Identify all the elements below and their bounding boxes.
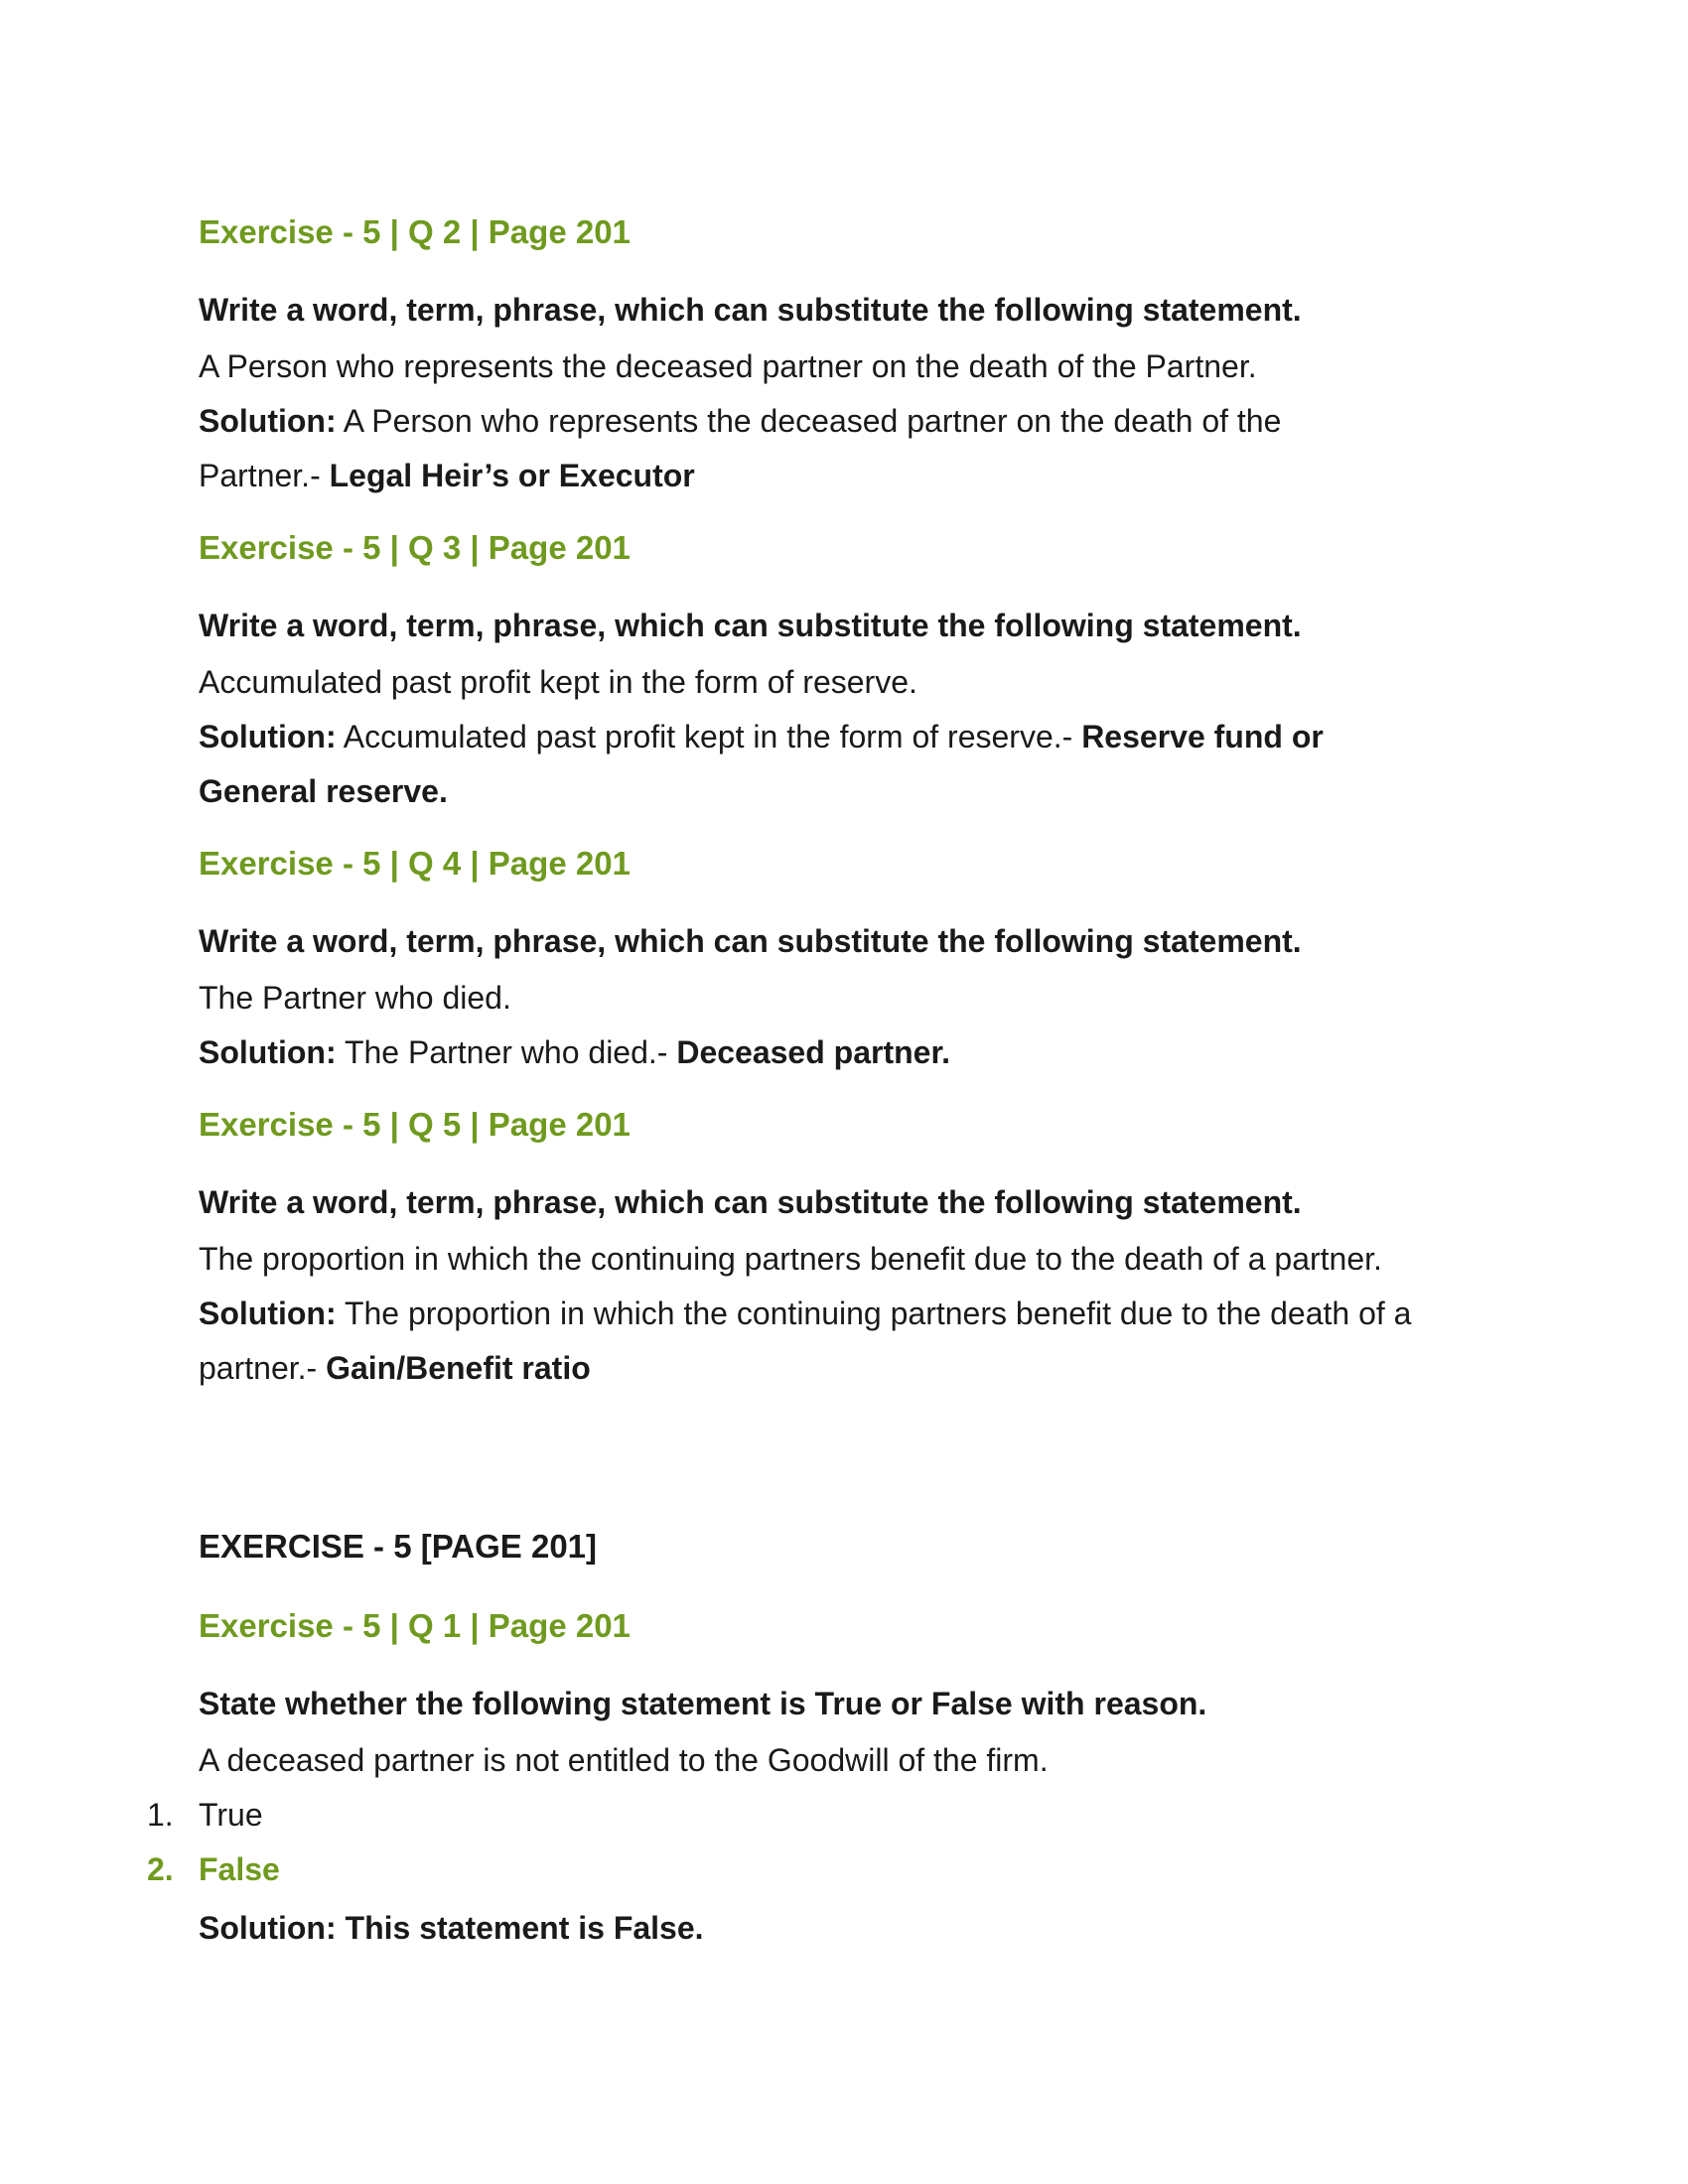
option-label: False	[199, 1851, 280, 1887]
solution-line	[199, 394, 1489, 449]
solution-answer: Legal Heir’s or Executor	[329, 458, 695, 493]
solution-answer: Gain/Benefit ratio	[326, 1350, 591, 1386]
solution-line	[199, 1025, 1489, 1080]
question-prompt: Write a word, term, phrase, which can substitute the following statement.	[199, 923, 1302, 959]
question-q2	[199, 212, 1489, 503]
option-false[interactable]	[147, 1843, 1489, 1897]
solution-line-continued	[199, 1341, 1489, 1396]
question-prompt: State whether the following statement is True or False with reason.	[199, 1686, 1207, 1721]
solution-label: Solution:	[199, 1296, 337, 1331]
solution-text: The proportion in which the continuing partners benefit due to the death of a	[344, 1296, 1412, 1331]
question-q1	[147, 1606, 1489, 1956]
question-prompt: Write a word, term, phrase, which can substitute the following statement.	[199, 1184, 1302, 1220]
section-title: EXERCISE - 5 [PAGE 201]	[199, 1528, 598, 1565]
option-number: 2.	[147, 1851, 174, 1887]
question-prompt: Write a word, term, phrase, which can substitute the following statement.	[199, 292, 1302, 328]
solution-label: Solution:	[199, 1034, 337, 1070]
question-q4	[199, 844, 1489, 1080]
solution-text: A Person who represents the deceased partner on the death of the	[343, 403, 1282, 439]
solution-label: Solution:	[199, 403, 337, 439]
exercise-heading: Exercise - 5 | Q 1 | Page 201	[199, 1607, 631, 1644]
option-true[interactable]	[147, 1788, 1489, 1843]
solution-text: The Partner who died.-	[344, 1034, 677, 1070]
exercise-heading: Exercise - 5 | Q 5 | Page 201	[199, 1106, 631, 1143]
exercise-heading: Exercise - 5 | Q 2 | Page 201	[199, 213, 631, 250]
option-number: 1.	[147, 1797, 174, 1833]
option-label: True	[199, 1797, 263, 1833]
question-statement: A Person who represents the deceased partner on the death of the Partner.	[199, 348, 1257, 384]
exercise-heading: Exercise - 5 | Q 3 | Page 201	[199, 529, 631, 566]
solution-text: partner.-	[199, 1350, 327, 1386]
section-header	[199, 1527, 1489, 1567]
solution-answer-continued: General reserve.	[199, 773, 448, 809]
solution-text: Accumulated past profit kept in the form of reserve.-	[343, 719, 1082, 754]
solution-line: Solution: This statement is False.	[199, 1910, 704, 1946]
solution-line	[199, 1287, 1489, 1341]
solution-text: Partner.-	[199, 458, 330, 493]
question-statement: A deceased partner is not entitled to the Goodwill of the firm.	[199, 1742, 1049, 1778]
solution-line-continued	[199, 449, 1489, 503]
question-statement: Accumulated past profit kept in the form of reserve.	[199, 664, 917, 700]
question-prompt: Write a word, term, phrase, which can substitute the following statement.	[199, 608, 1302, 643]
solution-line	[199, 710, 1489, 764]
question-q5	[199, 1105, 1489, 1396]
solution-label: Solution:	[199, 719, 337, 754]
question-statement: The proportion in which the continuing partners benefit due to the death of a partner.	[199, 1241, 1382, 1277]
question-statement: The Partner who died.	[199, 980, 511, 1016]
solution-answer: Reserve fund or	[1081, 719, 1324, 754]
exercise-heading: Exercise - 5 | Q 4 | Page 201	[199, 845, 631, 882]
question-q3	[199, 528, 1489, 819]
solution-answer: Deceased partner.	[676, 1034, 951, 1070]
